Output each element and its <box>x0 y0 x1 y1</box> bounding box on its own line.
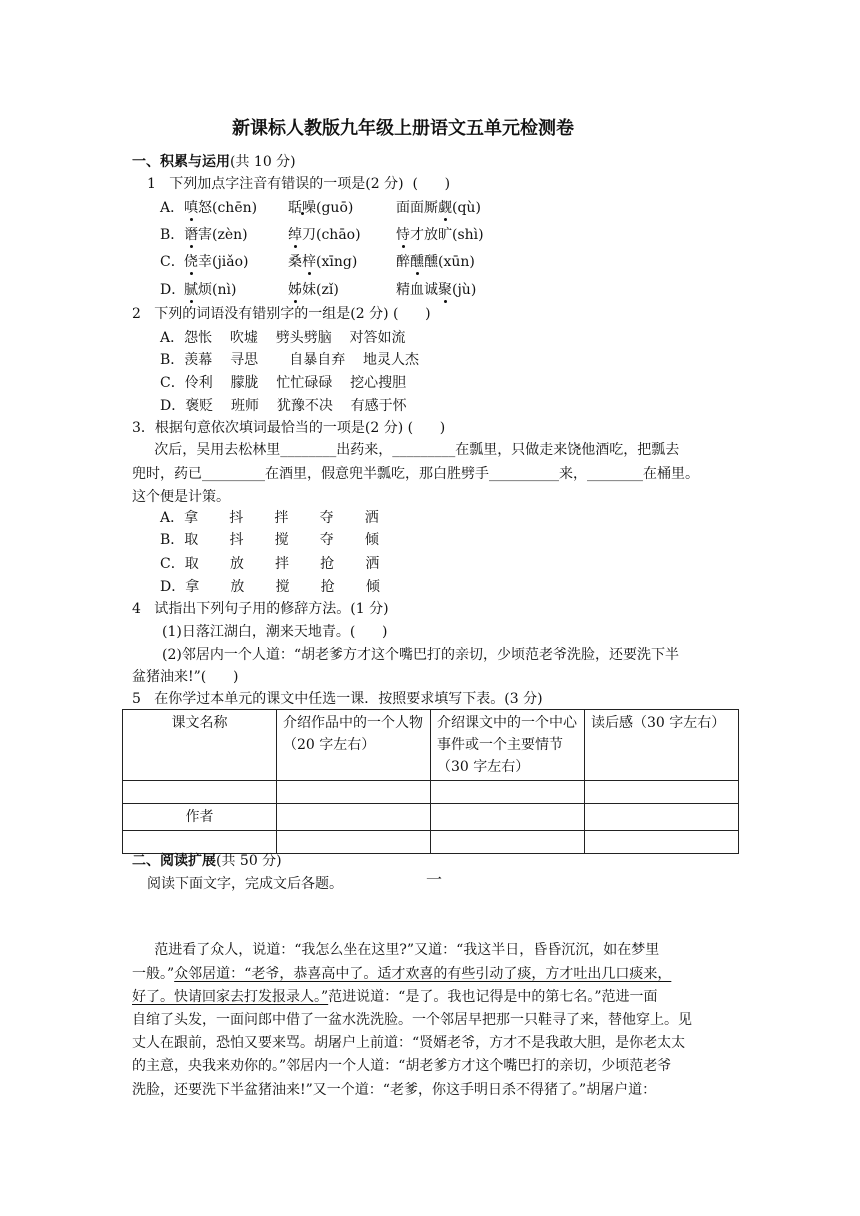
table-cell[interactable] <box>585 831 739 854</box>
q3-passage-line: 这个便是计策。 <box>132 489 230 505</box>
q3-passage-line: 次后，吴用去松林里________出药来，_________在瓢里，只做走来饶他酒吃，把瓢去 <box>132 442 680 458</box>
q1-option-label: C． <box>160 254 185 270</box>
q3-passage-line: 兜时，药已_________在酒里，假意兜半瓢吃，那白胜劈手__________来，________在桶里。 <box>132 466 699 482</box>
q1-option-word: 谮害(zèn) <box>184 227 248 243</box>
table-cell[interactable] <box>277 804 431 831</box>
dotted-character: 恃 <box>396 227 410 243</box>
q5-table <box>122 709 739 854</box>
table-cell[interactable] <box>585 804 739 831</box>
q1-option-word: 聒噪(guō) <box>288 200 354 216</box>
table-cell[interactable] <box>123 781 277 804</box>
q5-stem: 5 在你学过本单元的课文中任选一课．按照要求填写下表。(3 分) <box>132 691 543 707</box>
q1-option-label: A． <box>160 200 185 216</box>
q1-option-word: 嗔怒(chēn) <box>184 200 258 216</box>
underlined-quote: 好了。快请回家去打发报录人。” <box>132 989 329 1005</box>
passage-line: 范进看了众人，说道：“我怎么坐在这里?”又道：“我这半日，昏昏沉沉，如在梦里 <box>132 942 660 958</box>
table-header-row <box>123 710 739 781</box>
q3-option-d: D．拿 放 搅 抢 倾 <box>160 579 380 595</box>
q2-option-c: C．伶利 朦胧 忙忙碌碌 挖心搜胆 <box>160 375 407 391</box>
table-cell[interactable] <box>585 781 739 804</box>
q4-item-2: (2)邻居内一个人道：“胡老爹方才这个嘴巴打的亲切，少顷范老爷洗脸，还要洗下半 <box>162 647 679 663</box>
dotted-character: 醺 <box>410 254 424 270</box>
table-header: 课文名称 <box>123 710 277 781</box>
q1-option-word: 姊妹(zǐ) <box>288 282 339 298</box>
table-cell[interactable] <box>431 781 585 804</box>
dotted-character: 姊 <box>288 282 302 298</box>
passage-line: 好了。快请回家去打发报录人。”范进说道：“是了。我也记得是中的第七名。”范进一面 <box>132 989 658 1005</box>
section-2-heading: 二、阅读扩展(共 50 分) <box>132 853 282 869</box>
dotted-character: 觑 <box>438 200 452 216</box>
dotted-character: 绰 <box>288 227 302 243</box>
table-cell[interactable] <box>277 831 431 854</box>
q3-option-a: A．拿 抖 拌 夺 洒 <box>160 510 379 526</box>
passage-line: 丈人在跟前，恐怕又要来骂。胡屠户上前道：“贤婿老爷，方才不是我敢大胆，是你老太太 <box>132 1035 686 1051</box>
q2-option-a: A．怨怅 吹墟 劈头劈脑 对答如流 <box>160 330 406 346</box>
passage-line: 自绾了头发，一面问郎中借了一盆水洗洗脸。一个邻居早把那一只鞋寻了来，替他穿上。见 <box>132 1012 692 1028</box>
q2-option-b: B．羡幕 寻思 自暴自弃 地灵人杰 <box>160 352 420 368</box>
q1-option-word: 桑梓(xīng) <box>288 254 358 270</box>
underlined-quote: 众邻居道：“老爷，恭喜高中了。适才欢喜的有些引动了痰，方才吐出几口痰来， <box>174 966 672 982</box>
table-cell[interactable] <box>431 831 585 854</box>
table-header: 介绍课文中的一个中心事件或一个主要情节（30 字左右） <box>431 710 585 781</box>
passage-line: 一般。”众邻居道：“老爷，恭喜高中了。适才欢喜的有些引动了痰，方才吐出几口痰来， <box>132 966 672 982</box>
dotted-character: 谮 <box>184 227 198 243</box>
q1-option-label: D． <box>160 282 186 298</box>
q1-option-word: 绰刀(chāo) <box>288 227 361 243</box>
page-title: 新课标人教版九年级上册语文五单元检测卷 <box>232 118 574 139</box>
q1-option-word: 醉醺醺(xūn) <box>396 254 475 270</box>
q1-option-word: 恃才放旷(shì) <box>396 227 484 243</box>
q1-option-word: 侥幸(jiǎo) <box>184 254 249 270</box>
table-cell[interactable] <box>431 804 585 831</box>
dotted-character: 腻 <box>184 282 198 298</box>
q1-option-word: 腻烦(nì) <box>184 282 237 298</box>
q4-stem: 4 试指出下列句子用的修辞方法。(1 分) <box>132 601 389 617</box>
table-header: 介绍作品中的一个人物（20 字左右） <box>277 710 431 781</box>
dotted-character: 梓 <box>302 254 316 270</box>
q2-stem: 2 下列的词语没有错别字的一组是(2 分) ( ) <box>132 306 431 322</box>
dotted-character: 嗔 <box>184 200 198 216</box>
passage-line: 洗脸，还要洗下半盆猪油来!”又一个道：“老爹，你这手明日杀不得猪了。”胡屠户道： <box>132 1082 657 1098</box>
q3-option-c: C．取 放 拌 抢 洒 <box>160 556 380 572</box>
q3-stem: 3．根据句意依次填词最恰当的一项是(2 分) ( ) <box>132 420 446 436</box>
q3-option-b: B．取 抖 搅 夺 倾 <box>160 532 379 548</box>
q4-item-1: (1)日落江湖白，潮来天地青。( ) <box>162 624 388 640</box>
q1-option-word: 精血诚聚(jù) <box>396 282 477 298</box>
table-cell[interactable] <box>277 781 431 804</box>
reading-instructions: 阅读下面文字，完成文后各题。 <box>147 876 343 892</box>
dotted-character: 侥 <box>184 254 198 270</box>
q1-option-label: B． <box>160 227 185 243</box>
table-row <box>123 781 739 804</box>
q1-stem: 1 下列加点字注音有错误的一项是(2 分) ( ) <box>147 176 451 192</box>
dotted-character: 聚 <box>438 282 452 298</box>
q1-option-word: 面面厮觑(qù) <box>396 200 481 216</box>
q2-option-d: D．褒贬 班师 犹豫不决 有感于怀 <box>160 398 407 414</box>
table-header: 读后感（30 字左右） <box>585 710 739 781</box>
part-marker: 一 <box>426 870 443 889</box>
passage-line: 的主意，央我来劝你的。”邻居内一个人道：“胡老爹方才这个嘴巴打的亲切，少顷范老爷 <box>132 1058 672 1074</box>
q4-item-2-cont: 盆猪油来!”( ) <box>132 669 239 685</box>
section-1-heading: 一、积累与运用(共 10 分) <box>132 154 296 170</box>
table-row <box>123 804 739 831</box>
author-label: 作者 <box>123 804 277 831</box>
